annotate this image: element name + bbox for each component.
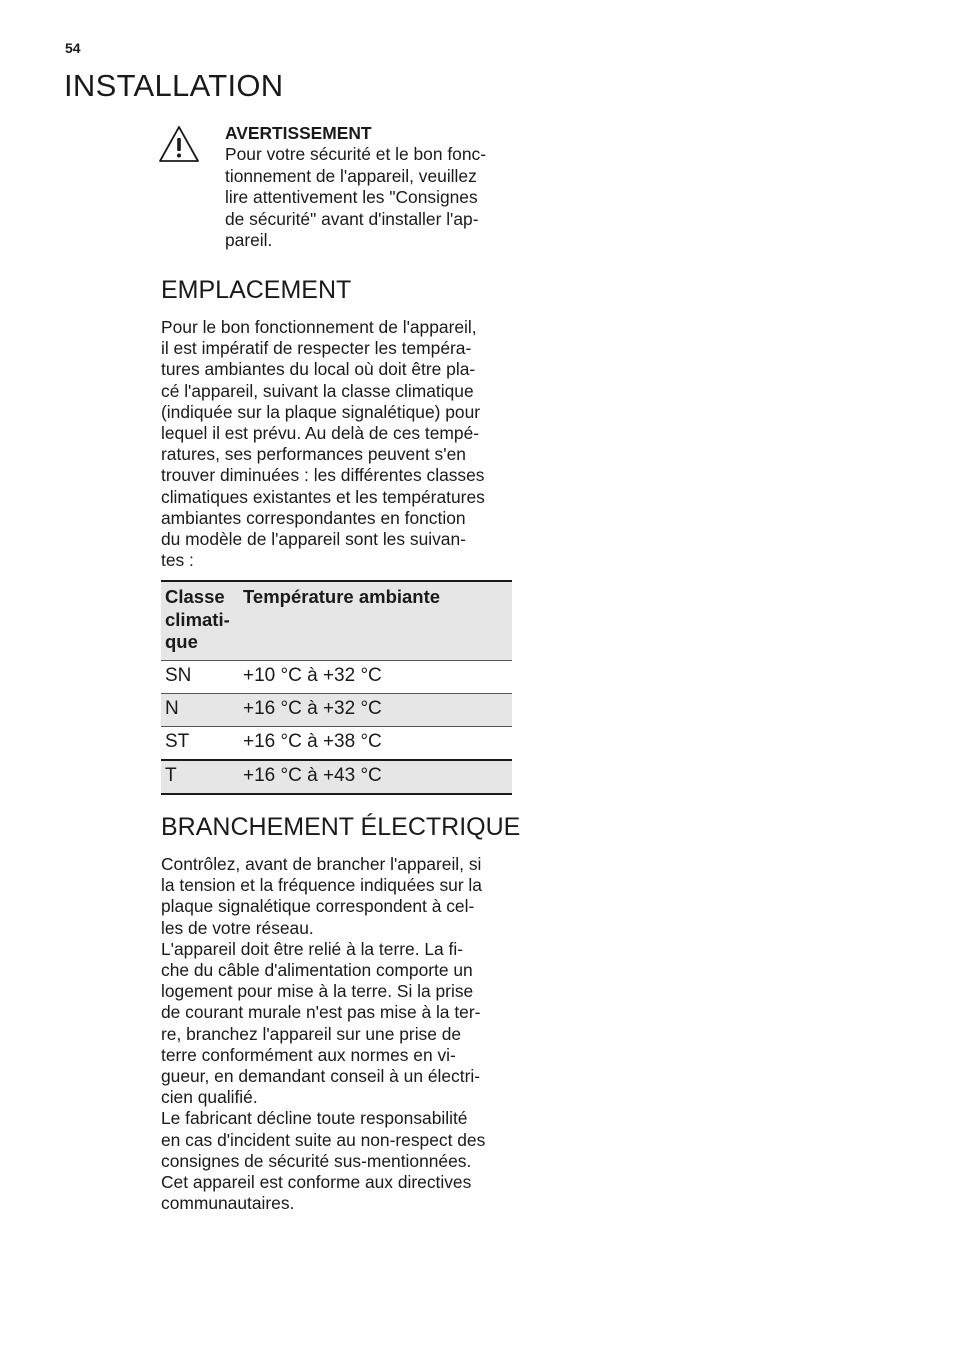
cell-temperature: +16 °C à +43 °C <box>239 760 512 794</box>
header-temperature-ambiante: Température ambiante <box>239 581 512 660</box>
emplacement-paragraph <box>161 317 521 571</box>
paragraph-line: en cas d'incident suite au non-respect des <box>161 1129 486 1150</box>
paragraph-line: logement pour mise à la terre. Si la prise <box>161 981 474 1002</box>
paragraph-line: cé l'appareil, suivant la classe climatique <box>161 380 474 401</box>
paragraph-line: la tension et la fréquence indiquées sur la <box>161 875 482 896</box>
page-title: INSTALLATION <box>64 68 284 103</box>
paragraph-line: trouver diminuées : les différentes classes <box>161 465 485 486</box>
paragraph-line: cien qualifié. <box>161 1087 258 1108</box>
warning-line: tionnement de l'appareil, veuillez <box>225 165 477 186</box>
table-row <box>161 726 512 760</box>
branchement-paragraph <box>161 854 521 1214</box>
paragraph-line: communautaires. <box>161 1193 295 1214</box>
paragraph-line: terre conformément aux normes en vi- <box>161 1044 456 1065</box>
warning-line: pareil. <box>225 230 273 251</box>
cell-class: SN <box>161 660 239 693</box>
paragraph-line: Le fabricant décline toute responsabilité <box>161 1108 468 1129</box>
paragraph-line: il est impératif de respecter les tempéra- <box>161 338 472 359</box>
paragraph-line: re, branchez l'appareil sur une prise de <box>161 1023 462 1044</box>
table-row <box>161 693 512 726</box>
paragraph-line: Pour le bon fonctionnement de l'appareil, <box>161 317 477 337</box>
table-header-row <box>161 581 512 660</box>
paragraph-line: tes : <box>161 550 194 571</box>
warning-block <box>225 123 515 251</box>
warning-line: Pour votre sécurité et le bon fonc- <box>225 144 486 165</box>
climate-class-table <box>161 580 512 795</box>
emplacement-title: EMPLACEMENT <box>161 276 352 304</box>
paragraph-line: climatiques existantes et les températures <box>161 486 485 507</box>
paragraph-line: de courant murale n'est pas mise à la ter- <box>161 1002 481 1023</box>
paragraph-line: tures ambiantes du local où doit être pla- <box>161 359 476 380</box>
paragraph-line: gueur, en demandant conseil à un électri- <box>161 1066 481 1087</box>
table-row <box>161 660 512 693</box>
warning-line: lire attentivement les "Consignes <box>225 187 478 208</box>
paragraph-line: lequel il est prévu. Au delà de ces tempé- <box>161 423 480 444</box>
page-number: 54 <box>65 40 81 56</box>
cell-temperature: +10 °C à +32 °C <box>239 660 512 693</box>
table-row <box>161 760 512 794</box>
cell-class: T <box>161 760 239 794</box>
paragraph-line: ambiantes correspondantes en fonction <box>161 507 466 528</box>
paragraph-line: Cet appareil est conforme aux directives <box>161 1172 472 1193</box>
cell-temperature: +16 °C à +38 °C <box>239 726 512 760</box>
warning-heading: AVERTISSEMENT <box>225 123 372 143</box>
paragraph-line: Contrôlez, avant de brancher l'appareil, si <box>161 854 482 874</box>
paragraph-line: plaque signalétique correspondent à cel- <box>161 896 475 917</box>
paragraph-line: (indiquée sur la plaque signalétique) pour <box>161 401 481 422</box>
cell-temperature: +16 °C à +32 °C <box>239 693 512 726</box>
paragraph-line: du modèle de l'appareil sont les suivan- <box>161 529 466 550</box>
header-classe-climatique: Classe climati- que <box>161 581 239 660</box>
cell-class: ST <box>161 726 239 760</box>
cell-class: N <box>161 693 239 726</box>
paragraph-line: les de votre réseau. <box>161 917 314 938</box>
warning-line: de sécurité" avant d'installer l'ap- <box>225 208 479 229</box>
warning-triangle-icon <box>158 124 200 164</box>
paragraph-line: consignes de sécurité sus-mentionnées. <box>161 1150 472 1171</box>
paragraph-line: ratures, ses performances peuvent s'en <box>161 444 466 465</box>
branchement-title: BRANCHEMENT ÉLECTRIQUE <box>161 813 521 841</box>
paragraph-line: che du câble d'alimentation comporte un <box>161 960 473 981</box>
paragraph-line: L'appareil doit être relié à la terre. La fi- <box>161 938 464 959</box>
